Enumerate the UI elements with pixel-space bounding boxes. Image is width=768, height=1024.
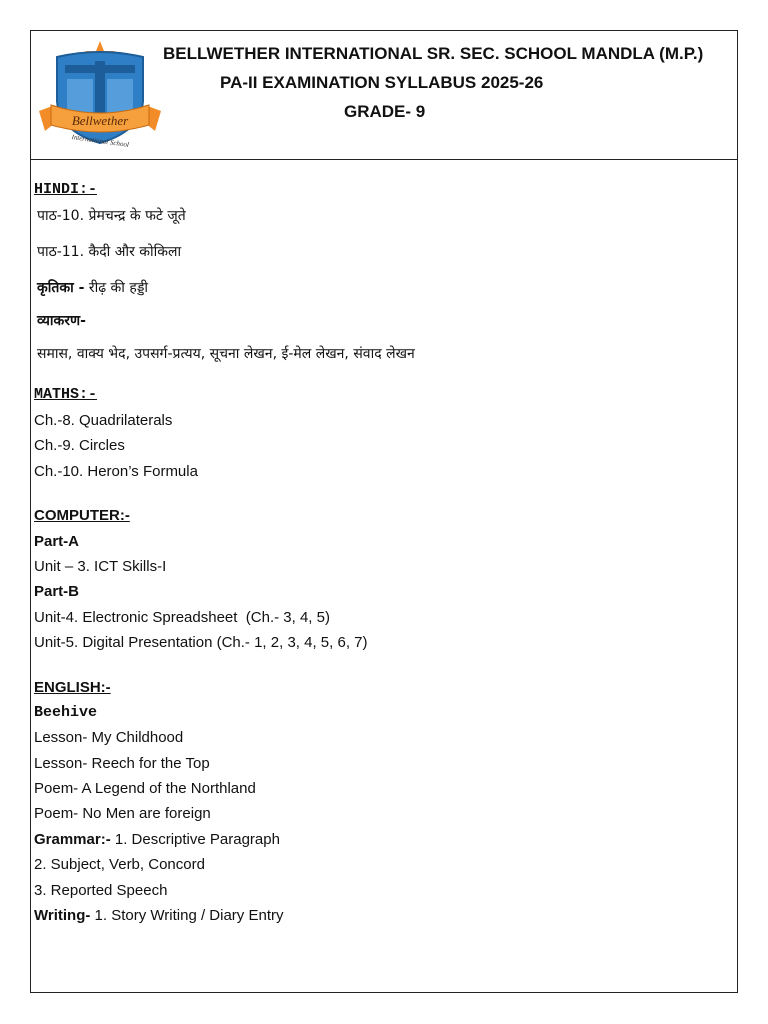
computer-section-title: COMPUTER:- <box>34 507 130 525</box>
maths-section-title: MATHS:- <box>34 386 98 403</box>
computer-line: Unit-4. Electronic Spreadsheet (Ch.- 3, 4, 5) <box>34 608 330 626</box>
kritika-label: कृतिका - <box>37 280 85 296</box>
writing-label: Writing- <box>34 907 91 925</box>
school-name: BELLWETHER INTERNATIONAL SR. SEC. SCHOOL MANDLA (M.P.) <box>163 44 704 63</box>
english-book-title: Beehive <box>34 703 98 721</box>
exam-title: PA-II EXAMINATION SYLLABUS 2025-26 <box>220 73 544 92</box>
hindi-line: पाठ-11. कैदी और कोकिला <box>37 244 182 260</box>
syllabus-page <box>30 30 738 993</box>
part-b-label: Part-B <box>34 583 80 601</box>
part-a-label: Part-A <box>34 532 80 550</box>
logo-text: Bellwether <box>71 113 129 128</box>
english-line: Poem- No Men are foreign <box>34 805 211 823</box>
grammar-first-item: 1. Descriptive Paragraph <box>110 830 280 848</box>
kritika-text: रीढ़ की हड्डी <box>88 280 149 296</box>
hindi-kritika-line <box>34 270 734 306</box>
english-section-title: ENGLISH:- <box>34 678 111 696</box>
maths-line: Ch.-8. Quadrilaterals <box>34 412 173 429</box>
grade-label: GRADE- 9 <box>344 102 426 121</box>
syllabus-content <box>34 181 734 928</box>
english-line: Lesson- Reech for the Top <box>34 754 210 772</box>
english-line: Lesson- My Childhood <box>34 729 184 747</box>
vyakaran-label: व्याकरण- <box>37 313 86 329</box>
grammar-line <box>34 827 734 852</box>
maths-line: Ch.-9. Circles <box>34 437 125 455</box>
page-header <box>31 31 737 160</box>
grammar-item: 3. Reported Speech <box>34 881 168 899</box>
computer-line: Unit – 3. ICT Skills-I <box>34 557 167 575</box>
hindi-line: पाठ-10. प्रेमचन्द्र के फटे जूते <box>37 208 186 224</box>
computer-line: Unit-5. Digital Presentation (Ch.- 1, 2, 3, 4, 5, 6, 7) <box>34 634 368 652</box>
school-logo-icon <box>35 39 165 149</box>
vyakaran-text: समास, वाक्य भेद, उपसर्ग-प्रत्यय, सूचना लेखन, ई-मेल लेखन, संवाद लेखन <box>37 346 415 362</box>
grammar-label: Grammar:- <box>34 830 111 848</box>
english-line: Poem- A Legend of the Northland <box>34 780 256 798</box>
maths-line: Ch.-10. Heron’s Formula <box>34 462 198 480</box>
writing-text: 1. Story Writing / Diary Entry <box>90 907 284 925</box>
logo-subtext: International School <box>71 133 130 149</box>
writing-line <box>34 903 734 928</box>
grammar-item: 2. Subject, Verb, Concord <box>34 856 205 874</box>
hindi-section-title: HINDI:- <box>34 181 98 198</box>
